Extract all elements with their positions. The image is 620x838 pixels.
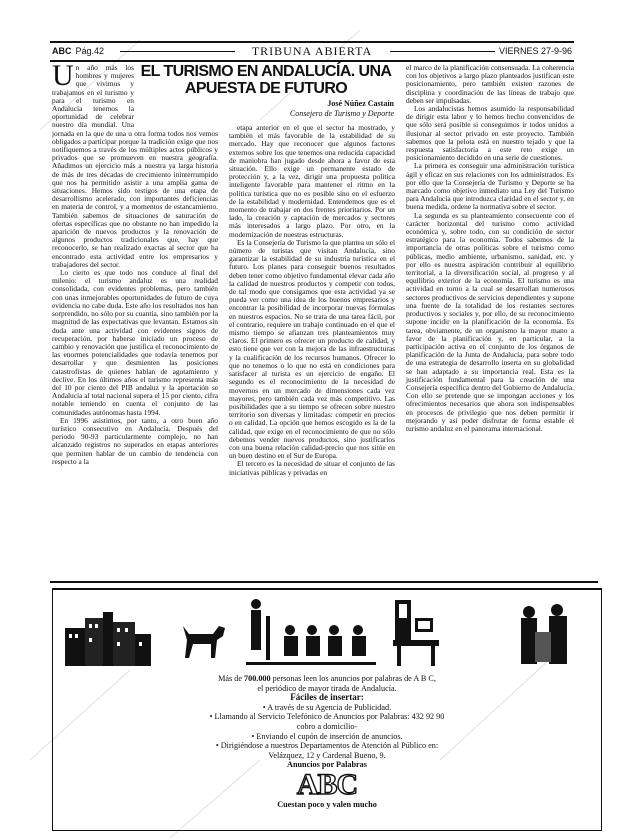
section-title: TRIBUNA ABIERTA xyxy=(251,44,373,58)
article-column-3 xyxy=(406,64,574,433)
text: personas leen los anuncios por palabras de A B C, xyxy=(272,674,436,683)
ad-item: • A través de su Agencia de Publicidad. xyxy=(262,702,392,712)
text: Más de xyxy=(218,674,242,683)
paragraph: n año más los hombres y mujeres que vivimos y trabajamos en el turismo y para el turismo en Andalucía tenemos la oportunidad de celebrar nuestro día mundial. Una jornada en la que de una u otra forma todos nos vemos obligados a participar porque la tradición exige que nos notifiquemos a través de los múltiples actos públicos y privados que se promueven en nuestra geografía. Añadimos un ejercicio más a nuestra ya larga historia de más de tres décadas de crecimiento ininterrumpido que nos ha permitido asistir a una amplia gama de situaciones. Hemos sido testigos de una etapa de desarrollismo acelerado, con importantes deficiencias en materia de control, y a momentos de estancamiento. También sabemos de situaciones de saturación de ofertas específicas que no obstante no han impedido la aparición de nuevos productos y la renovación de algunos productos tradicionales que, hay que reconocerlo, se han realizado exactas al sector que ha encontrado esta actividad entre los empresarios y trabajadores del sector. xyxy=(52,63,218,269)
article-column-1 xyxy=(52,59,218,466)
page-number: Pág.42 xyxy=(75,46,105,56)
drop-cap: U xyxy=(52,59,74,92)
paragraph: el marco de la planificación consensuada. La coherencia con los objetivos a largo plazo planteados justifican este posicionamiento, pero también existen razones de disciplina y coordinación de las líneas de trabajo que deben ser impulsadas. xyxy=(406,63,574,105)
paragraph: etapa anterior en el que el sector ha mostrado, y también el más favorable de la estabilidad de su mercado. Hay que reconocer que algunos factores externos sobre los que tenemos una reducida capacidad de maniobra han jugado desde ahora a favor de esta situación. Ello exige un permanente estado de protección y, a la vez, dirigir una propuesta política inteligente favorable para mantener el ritmo en la política turística que no es posible sino en el esfuerzo de la estabilidad y modernidad. Entendemos que es el momento de trabajar en dos frentes prioritarios. Por un lado, la creación y captación de mercados y sectores más interesados a largo plazo. Por otro, en la modernización de nuestras estructuras. xyxy=(229,123,395,239)
ad-readership xyxy=(53,674,601,684)
paper-name: ABC xyxy=(52,46,72,56)
paragraph: Los andalucistas hemos asumido la responsabilidad de dirigir esta labor y lo hemos hecho convencidos de que sólo será posible si conseguimos ir todos unidos a ilusionar al sector privado en este proyecto. También sabemos que la pelota está en nuestro tejado y que la respuesta satisfactoria a este reto exige un posicionamiento decidido en una serie de cuestiones. xyxy=(406,104,574,163)
paragraph: Lo cierto es que todo nos conduce al final del milenio: el turismo andaluz es una realidad consolidada, con evidentes problemas, pero también con unas inmejorables oportunidades de futuro de cuya evidencia no cabe duda. Este año los resultados nos han sorprendido, no sólo por su cuantía, sino también por la magnitud de las expectativas que levantan. Estamos sin duda ante una actividad con evidentes signos de recuperación, por haberse iniciado un proceso de cambio y renovación que justifica el reconocimiento de las enormes potencialidades que todavía tenemos por desarrollar y que desmienten las posiciones catastrofistas de quienes hablan de agotamiento y declive. En los últimos años el turismo representa más del 10 por ciento del PIB andaluz y la aportación se Andalucía al total nacional supera el 15 por ciento, cifra notable teniendo en cuenta el conjunto de las comunidades autónomas hasta 1994. xyxy=(52,268,218,417)
article-column-2 xyxy=(229,124,395,477)
ad-item: Velázquez, 12 y Cardenal Bueno, 9. xyxy=(268,750,386,760)
ad-copy xyxy=(53,674,601,810)
ad-item: • Llamando al Servicio Telefónico de Anuncios por Palabras: 432 92 90 xyxy=(209,712,445,722)
header-rule-right xyxy=(390,51,495,52)
people-shopping-icon xyxy=(515,602,575,666)
ad-item: • Dirigiéndose a nuestros Departamentos de Atención al Público en: xyxy=(215,741,439,751)
paragraph: El tercero es la necesidad de situar el conjunto de las iniciativas públicas y privadas en xyxy=(229,459,395,477)
ad-item: cobro a domicilio- xyxy=(296,721,358,731)
issue-date: VIERNES 27-9-96 xyxy=(498,46,572,56)
city-buildings-icon xyxy=(61,608,153,668)
page-header xyxy=(50,41,574,62)
desk-computer-icon xyxy=(391,598,441,668)
classified-ad xyxy=(52,588,602,831)
paragraph: En 1996 asistimos, por tanto, a otro buen año turístico consecutivo en Andalucía. Después del periodo 90-93 particularmente complejo, no han alcanzado registros no superados en etapas anteriores que permiten hablar de un cambio de tendencia con respecto a la xyxy=(52,415,218,466)
article-title: EL TURISMO EN ANDALUCÍA. UNA APUESTA DE FUTURO xyxy=(140,63,392,97)
ad-slogan: Cuestan poco y valen mucho xyxy=(277,799,377,809)
author-role: Consejero de Turismo y Deporte xyxy=(289,109,394,118)
article-bottom-rule xyxy=(50,581,598,583)
paragraph: La primera es conseguir una administración turística ágil y eficaz en sus relaciones con los administrados. Es por ello que la Consejería de Turismo y Deporte se ha marcado como objetivo inmediato una Ley del Turismo para Andalucía que introduzca claridad en el sector y, en buena medida, ordene la normativa sobre el sector. xyxy=(406,161,574,212)
dog-icon xyxy=(179,618,229,663)
abc-logo: ABC xyxy=(296,767,358,801)
author-name: José Núñez Castaín xyxy=(327,99,394,108)
readership-count: 700.000 xyxy=(244,674,271,683)
paragraph: La segunda es su planteamiento consecuente con el carácter horizontal del turismo como actividad económica y, sobre todo, con su condición de sector estratégico para la economía. Todos sabemos de la importancia de otras políticas sobre el turismo como públicas, medio ambiente, urbanismo, sanidad, etc. y por ello es nuestra aspiración contribuir al equilibrio territorial, a la diversificación social, al progreso y al equilibrio exterior de la economía. El turismo es una actividad en torno a la cual se desarrollan numerosos sectores productivos de servicios dependientes y supone una fuente de la totalidad de los restantes sectores productivos y sociales y, por ello, de su reconocimiento supone incidir en la planificación de la economía. Es tarea, obviamente, de un organismo la mayor mano a favor de la planificación y, en particular, a la participación activa en el conjunto de los órganos de planificación de la Junta de Andalucía, para sobre todo de una estrategia de desarrollo inserta en su globalidad se han adaptado a su importancia real. Esta es la justificación fundamental para la creación de una Consejería específica dentro del Gobierno de Andalucía. Con ello se pretende que se impongan acciones y los ofrecimientos necesarios que ahora son indispensables en procesos de privilegio que nos deben permitir ir mejorando y así poder disfrutar de forma estable el turismo andaluz en el panorama internacional. xyxy=(406,210,574,433)
ad-item: • Enviando el cupón de inserción de anuncios. xyxy=(251,731,403,741)
title-space xyxy=(134,64,218,122)
classroom-icon xyxy=(246,596,376,668)
ad-heading: Fáciles de insertar: xyxy=(290,692,364,703)
ad-tagline: el periódico de mayor tirada de Andalucía. xyxy=(257,683,397,693)
paragraph: Es la Consejería de Turismo la que plantea un sólo el número de turistas que visitan Andalucía, sino garantizar la estabilidad de su industria turística en el futuro. Los planes para conseguir buenos resultados deben tener como objetivo fundamental elevar cada año la calidad de nuestros productos y competir con todos, de tal modo que consigamos que esta actividad ya se pueda ver como una idea de los buenos empresarios y encontrar la posibilidad de incorporar nuevas fórmulas en nuestros espacios. No se trata de una tarea fácil, por el contrario, requiere un trabajo continuado en el que el mismo tiempo se afianzan tres planteamientos muy claros. El primero es ofrecer un producto de calidad, y esto tiene que ver con la mejora de las infraestructuras y la cualificación de los recursos humanos. Ofrecer lo que no tenemos o lo que no está en condiciones para satisfacer al turista es un ejercicio de engaño. El segundo es el reconocimiento de la necesidad de movernos en un mercado de dimensiones cada vez mayores, pero también cada vez más competitivo. Las posibilidades que a su tiempo se ofrecen sobre nuestro territorio son diversas y limitadas: competir en precios o en calidad. La opción que hemos escogido es la de la calidad, que exige en el reconocimiento de que no sólo debemos vender nuevos productos, sino justificarlos con una buena relación calidad-precio que nos sitúe en un buen destino en el Sur de Europa. xyxy=(229,237,395,461)
byline xyxy=(240,99,394,119)
ad-subtitle: Anuncios por Palabras xyxy=(287,760,367,770)
